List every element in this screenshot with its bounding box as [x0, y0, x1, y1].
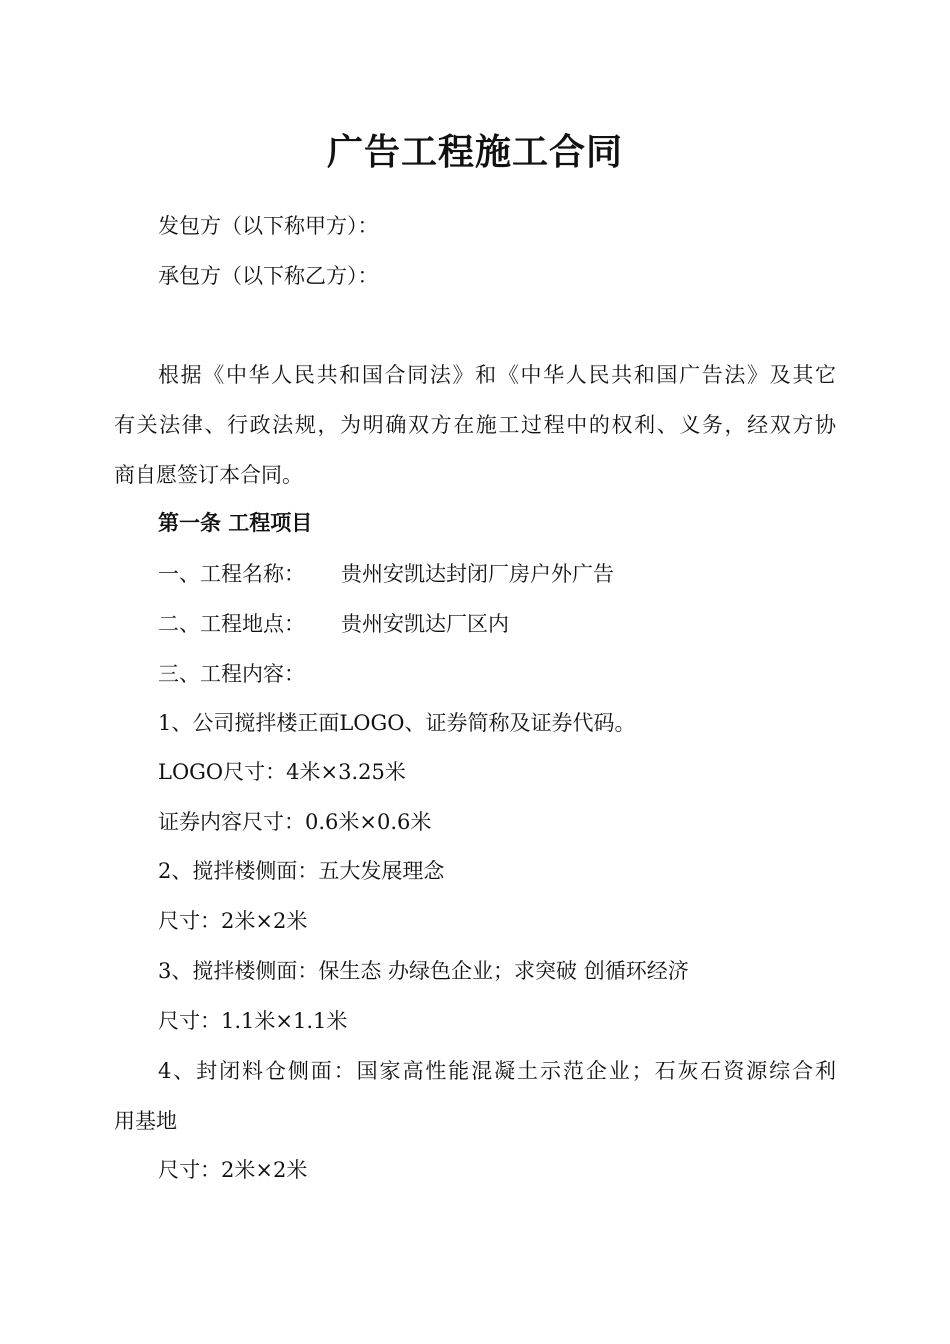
content-item-2: 2、搅拌楼侧面：五大发展理念: [158, 859, 445, 883]
content-item-2-size: 尺寸：2米×2米: [158, 909, 308, 933]
content-item-1-logo-size: LOGO尺寸：4米×3.25米: [158, 760, 406, 784]
preamble-line-1: 根据《中华人民共和国合同法》和《中华人民共和国广告法》及其它: [158, 363, 836, 387]
content-item-4-size: 尺寸：2米×2米: [158, 1158, 308, 1182]
document-title: 广告工程施工合同: [326, 131, 623, 173]
preamble-line-2: 有关法律、行政法规，为明确双方在施工过程中的权利、义务，经双方协: [114, 413, 836, 437]
content-item-3-size: 尺寸：1.1米×1.1米: [158, 1009, 348, 1033]
article-1-heading: 第一条 工程项目: [158, 510, 313, 535]
project-name-row: [158, 559, 614, 589]
content-item-1: 1、公司搅拌楼正面LOGO、证券简称及证券代码。: [158, 711, 636, 735]
preamble-line-3: 商自愿签订本合同。: [114, 463, 303, 487]
project-content-label: 三、工程内容：: [158, 662, 305, 686]
project-name-value: 贵州安凯达封闭厂房户外广告: [341, 562, 614, 586]
party-a-line: 发包方（以下称甲方）：: [158, 214, 379, 238]
content-item-4-line-1: 4、封闭料仓侧面：国家高性能混凝土示范企业；石灰石资源综合利: [158, 1059, 836, 1083]
project-location-row: [158, 609, 509, 639]
party-b-line: 承包方（以下称乙方）：: [158, 264, 379, 288]
content-item-3: 3、搅拌楼侧面：保生态 办绿色企业；求突破 创循环经济: [158, 959, 689, 983]
project-name-label: 一、工程名称：: [158, 562, 305, 586]
content-item-1-securities-size: 证券内容尺寸：0.6米×0.6米: [158, 810, 432, 834]
content-item-4-line-2: 用基地: [114, 1109, 177, 1133]
project-location-label: 二、工程地点：: [158, 612, 305, 636]
project-location-value: 贵州安凯达厂区内: [341, 612, 509, 636]
